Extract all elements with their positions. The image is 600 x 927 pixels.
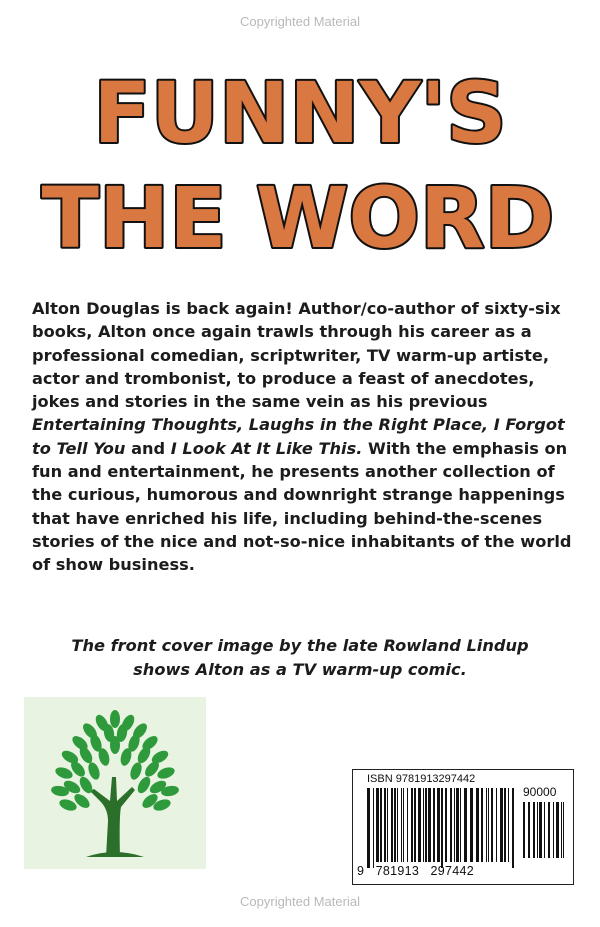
copyright-watermark-top: Copyrighted Material xyxy=(240,14,360,29)
barcode-bar xyxy=(553,802,554,858)
barcode-bar xyxy=(428,788,431,862)
barcode-digits-group-1: 781913 xyxy=(375,864,420,878)
barcode-bar xyxy=(504,788,506,862)
barcode-bar xyxy=(523,802,525,858)
barcode-bar xyxy=(411,788,413,862)
barcode-digits-group-2: 297442 xyxy=(430,864,474,878)
price-code: 90000 xyxy=(523,785,557,799)
barcode-bar xyxy=(437,788,440,862)
barcode-bar xyxy=(403,788,404,862)
barcode-bar xyxy=(464,788,467,862)
barcode-bar xyxy=(376,788,379,862)
tree-leaf xyxy=(86,761,102,781)
barcode-bar xyxy=(539,802,542,858)
barcode-bar xyxy=(508,788,509,862)
tree-icon xyxy=(24,697,206,869)
tree-leaf xyxy=(128,761,144,781)
barcode-bar xyxy=(397,788,398,862)
isbn-label: ISBN 9781913297442 xyxy=(367,773,476,785)
barcode-bar xyxy=(384,788,386,862)
barcode-bar xyxy=(367,788,370,868)
copyright-watermark-bottom: Copyrighted Material xyxy=(240,894,360,909)
barcode-bar xyxy=(380,788,382,862)
barcode-bar xyxy=(423,788,424,862)
barcode-bar xyxy=(488,788,489,862)
barcode-bar xyxy=(407,788,408,862)
tree-leaf xyxy=(110,710,120,728)
barcode-bar xyxy=(548,802,550,858)
blurb-text-2: and xyxy=(125,438,171,458)
barcode-bar xyxy=(563,802,564,858)
book-title xyxy=(0,60,600,270)
barcode-bar xyxy=(445,788,447,862)
barcode-bar xyxy=(528,802,530,858)
barcode-bar xyxy=(450,788,452,862)
barcode-bar xyxy=(401,788,402,862)
barcode-bar xyxy=(394,788,396,862)
barcode-bar xyxy=(391,788,393,862)
barcode-bar xyxy=(373,788,374,868)
title-line-1: FUNNY'S xyxy=(93,64,507,162)
barcode-bar xyxy=(537,802,538,858)
barcode-bar xyxy=(425,788,427,862)
barcode-bars xyxy=(367,788,517,868)
barcode-bar xyxy=(460,788,461,862)
barcode-bar xyxy=(481,788,483,862)
barcode-bar xyxy=(544,802,545,858)
barcode-digit-first: 9 xyxy=(357,864,365,878)
barcode-bar xyxy=(470,788,473,862)
barcode-bar xyxy=(486,788,487,862)
barcode-bar xyxy=(533,802,535,858)
barcode-bar xyxy=(491,788,493,862)
barcode-bar xyxy=(454,788,455,862)
barcode-bar xyxy=(561,802,562,858)
barcode-bar xyxy=(512,788,514,868)
barcode-bar xyxy=(476,788,479,862)
tree-leaf xyxy=(156,765,176,781)
barcode-bar xyxy=(556,802,559,858)
barcode-bar xyxy=(441,788,443,868)
tree-leaf xyxy=(54,765,74,781)
barcode-bar xyxy=(387,788,388,862)
blurb-book-titles: Entertaining Thoughts, Laughs in the Right Place, I Forgot to Tell You xyxy=(32,415,565,458)
barcode-bar xyxy=(418,788,421,862)
tree-leaf xyxy=(110,736,120,754)
blurb-book-title-last: I Look At It Like This. xyxy=(170,438,363,458)
barcode-bar xyxy=(500,788,503,862)
tree-leaf xyxy=(135,775,153,796)
barcode-addon-bars xyxy=(523,802,567,868)
barcode-bar xyxy=(496,788,497,862)
barcode-bar xyxy=(433,788,435,862)
barcode-bar xyxy=(414,788,416,862)
barcode-bar xyxy=(456,788,459,862)
caption-line-2: shows Alton as a TV warm-up comic. xyxy=(133,660,467,679)
blurb-text-1: Alton Douglas is back again! Author/co-author of sixty-six books, Alton once again trawls through his career as a professional comedian, scriptwriter, TV warm-up artiste, actor and trombonist, to produce a feast of anecdotes, jokes and stories in the same vein as his previous xyxy=(32,299,561,412)
barcode-digits xyxy=(357,864,474,878)
blurb-text-3: With the emphasis on fun and entertainment, he presents another collection of the curious, humorous and downright strange happenings that have enriched his life, including behind-the-scenes stories of the nice and not-so-nice inhabitants of the world of show business. xyxy=(32,438,572,575)
isbn-barcode xyxy=(352,769,574,885)
back-cover-blurb xyxy=(32,297,572,577)
publisher-logo xyxy=(24,697,206,869)
caption-line-1: The front cover image by the late Rowland Lindup xyxy=(71,636,529,655)
cover-image-caption xyxy=(20,634,580,682)
title-line-2: THE WORD xyxy=(41,169,555,267)
